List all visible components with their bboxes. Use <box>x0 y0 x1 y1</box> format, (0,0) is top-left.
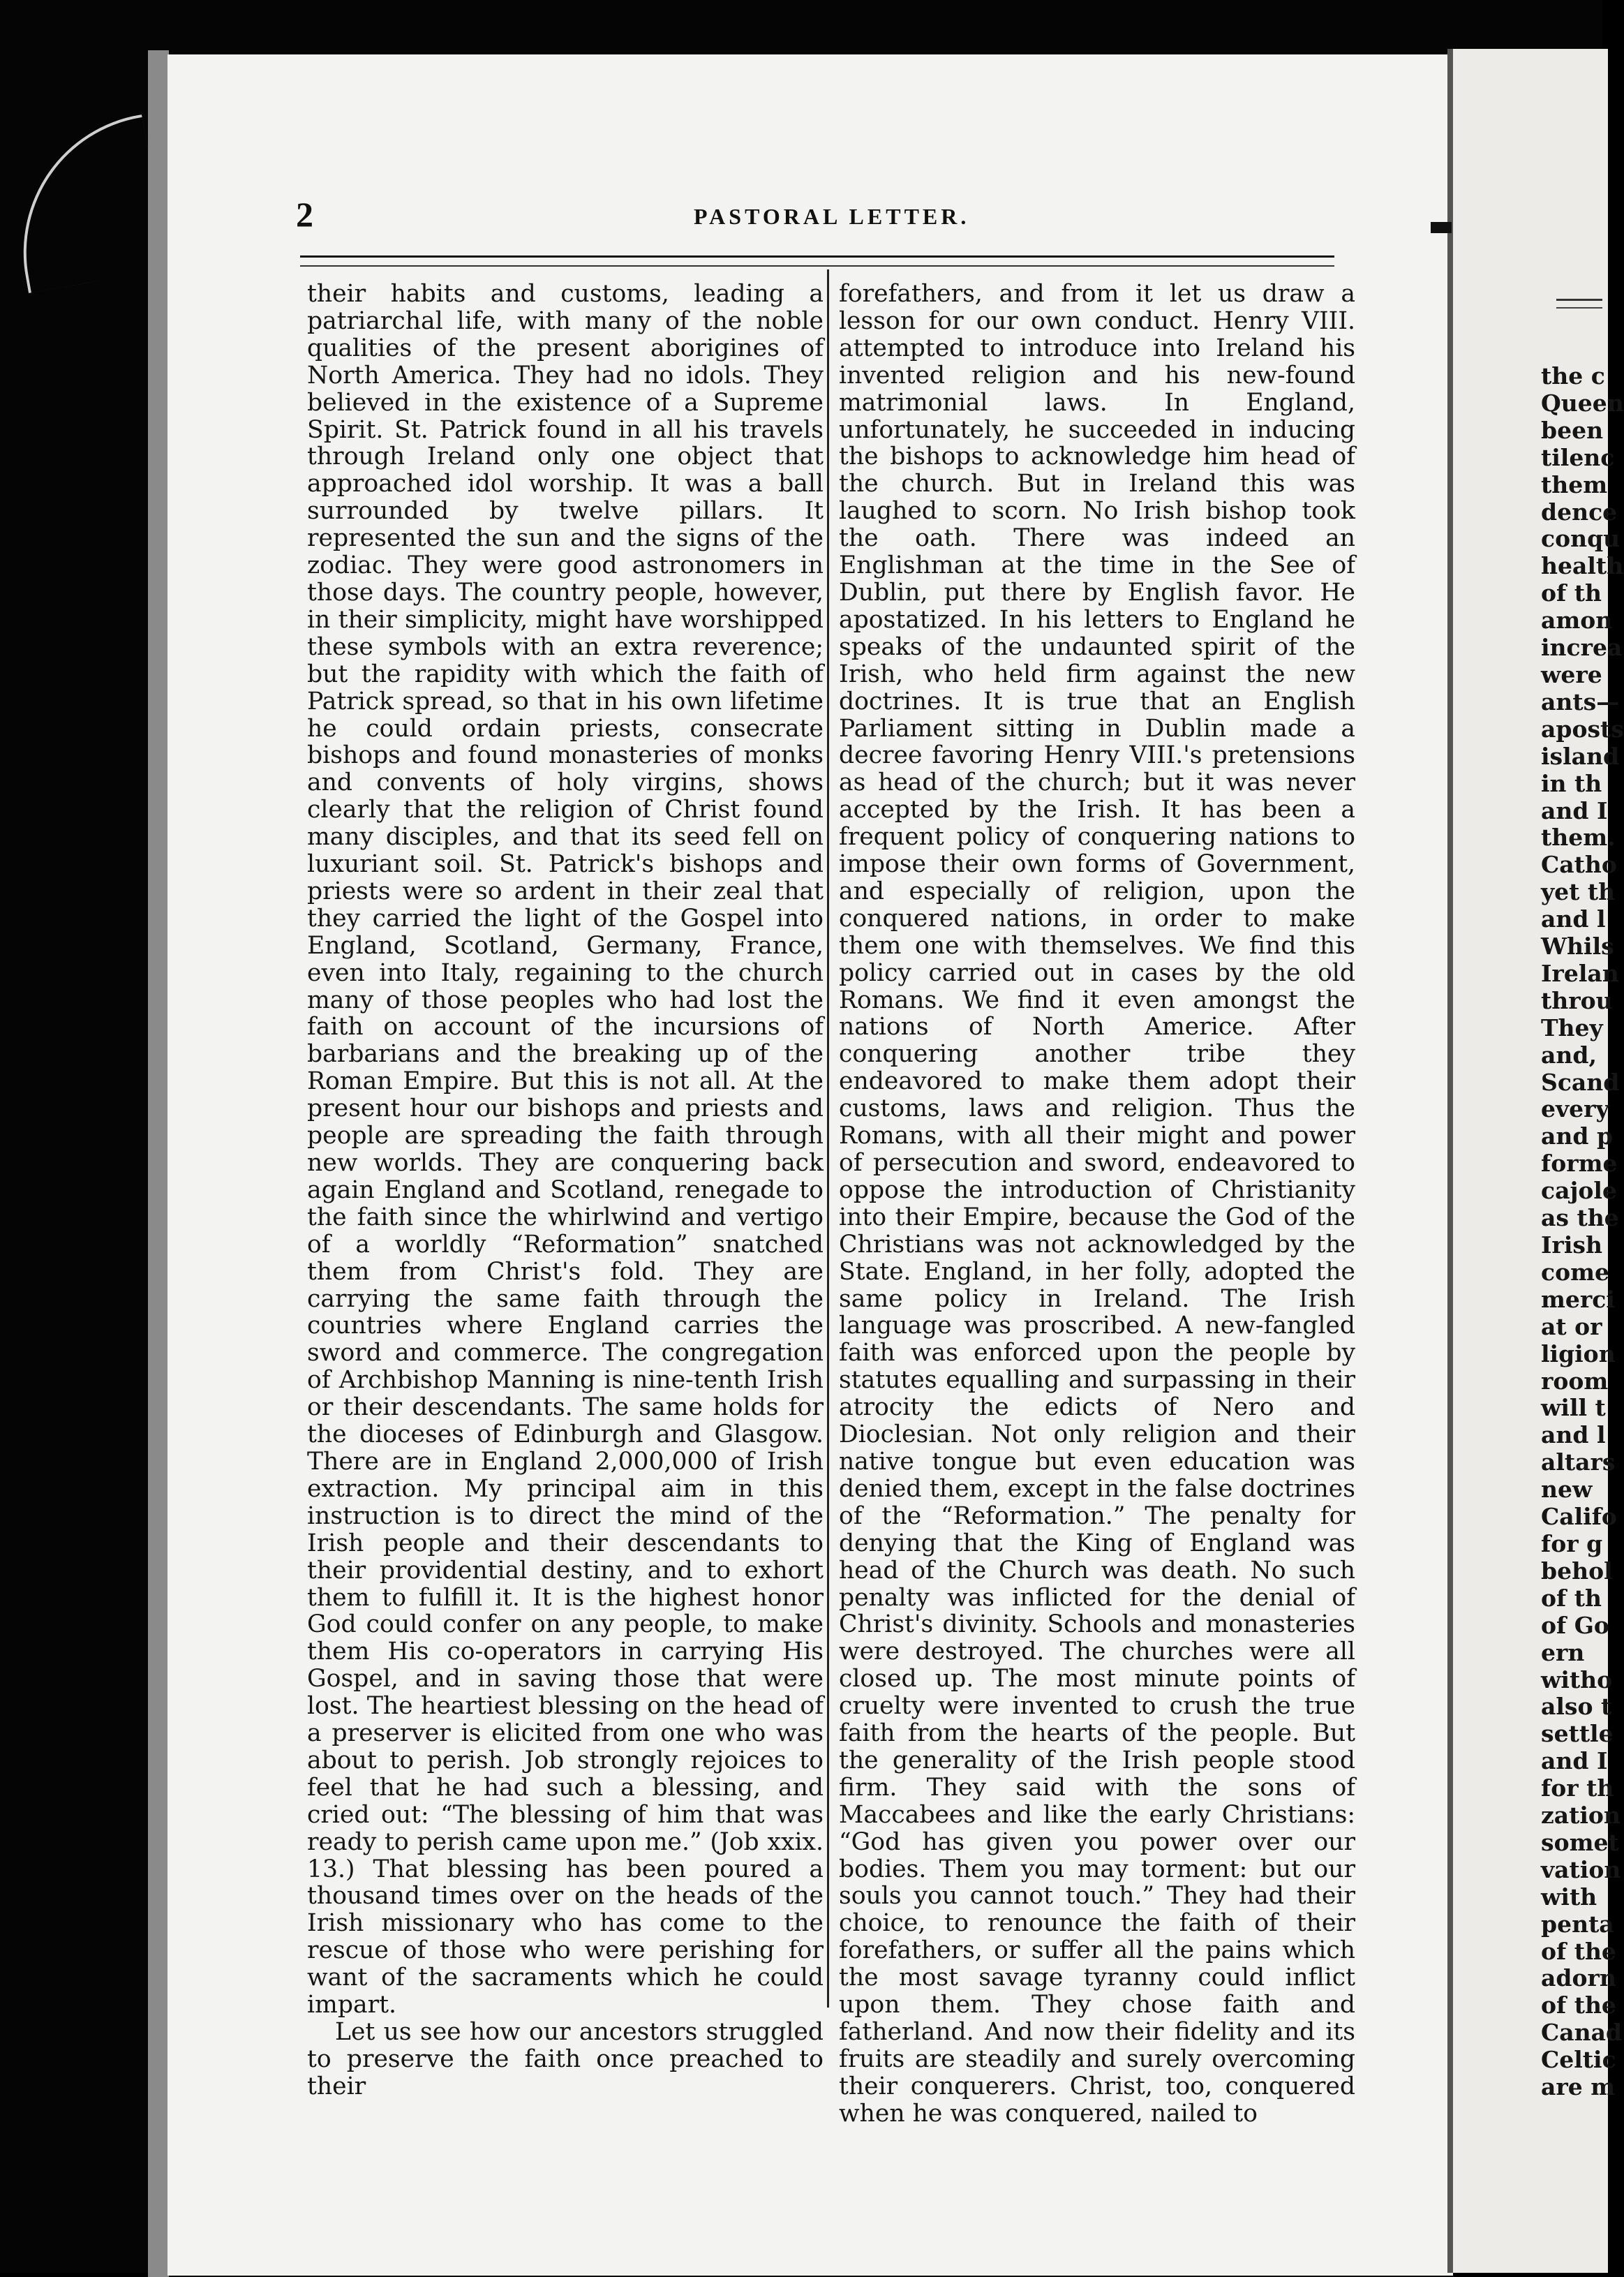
adjacent-page-fragment: and p <box>1541 1122 1614 1150</box>
adjacent-page-fragment: and l <box>1541 1421 1606 1449</box>
adjacent-page-fragment: and I <box>1541 796 1608 824</box>
adjacent-page-text <box>1541 363 1624 2101</box>
adjacent-page-fragment: them. <box>1541 824 1616 852</box>
adjacent-page-fragment: also t <box>1541 1693 1612 1721</box>
adjacent-page-fragment: forme <box>1541 1150 1618 1178</box>
adjacent-page-fragment: merci <box>1541 1285 1615 1313</box>
adjacent-page-fragment: them <box>1541 470 1608 498</box>
header-rule-thin <box>300 265 1334 267</box>
adjacent-page-fragment: health <box>1541 552 1624 580</box>
adjacent-page-fragment: island <box>1541 742 1620 770</box>
adjacent-page-fragment: and, <box>1541 1041 1597 1069</box>
adjacent-page-fragment: every <box>1541 1095 1609 1123</box>
adjacent-page-fragment: somet <box>1541 1828 1619 1856</box>
right-column <box>839 281 1355 2128</box>
adjacent-page-rule <box>1556 299 1602 301</box>
adjacent-page-fragment: and l <box>1541 905 1606 933</box>
adjacent-page-fragment: are m <box>1541 2073 1616 2101</box>
adjacent-page-fragment: ligion <box>1541 1340 1616 1367</box>
adjacent-page-fragment: Califo <box>1541 1503 1617 1531</box>
adjacent-page-fragment: will t <box>1541 1394 1606 1422</box>
adjacent-page-fragment: of Go <box>1541 1611 1609 1639</box>
adjacent-page-fragment: Irelan <box>1541 959 1619 987</box>
adjacent-page-fragment: vation <box>1541 1855 1621 1883</box>
adjacent-page-fragment: amon <box>1541 607 1613 635</box>
running-head: PASTORAL LETTER. <box>694 204 970 229</box>
adjacent-page-fragment: zation <box>1541 1802 1621 1830</box>
adjacent-page-fragment: increa <box>1541 634 1623 662</box>
adjacent-page-fragment: Irish <box>1541 1231 1602 1259</box>
adjacent-page-fragment: cajole <box>1541 1177 1617 1205</box>
adjacent-page-fragment: the c <box>1541 362 1605 390</box>
adjacent-page-fragment: room <box>1541 1367 1609 1395</box>
adjacent-page-fragment: as the <box>1541 1204 1619 1232</box>
page-number: 2 <box>296 195 313 234</box>
spine-mark <box>1431 222 1452 233</box>
adjacent-page-fragment: for g <box>1541 1529 1603 1557</box>
adjacent-page-fragment: of the <box>1541 1992 1616 2019</box>
adjacent-page-fragment: Celtic <box>1541 2046 1616 2074</box>
adjacent-page-fragment: aposts <box>1541 715 1624 743</box>
left-column <box>307 281 824 2100</box>
adjacent-page-fragment: of th <box>1541 1584 1602 1612</box>
adjacent-page-fragment: dence <box>1541 498 1618 526</box>
adjacent-page-fragment: and I <box>1541 1747 1608 1775</box>
adjacent-page-fragment: throu <box>1541 986 1613 1014</box>
adjacent-page-fragment: come <box>1541 1258 1610 1286</box>
adjacent-page-fragment: for th <box>1541 1774 1614 1802</box>
adjacent-page-fragment: settle <box>1541 1720 1614 1748</box>
adjacent-page-fragment: Whils <box>1541 933 1614 961</box>
adjacent-page-fragment: of th <box>1541 579 1602 607</box>
page-edge-shadow <box>148 50 169 2277</box>
header-rule-thick <box>300 255 1334 258</box>
adjacent-page-fragment: of the <box>1541 1937 1616 1965</box>
adjacent-page-fragment: behol <box>1541 1557 1613 1585</box>
adjacent-page-fragment: altars <box>1541 1448 1616 1476</box>
adjacent-page-fragment: ern <box>1541 1638 1585 1666</box>
adjacent-page-fragment: conqu <box>1541 525 1621 553</box>
left-column-paragraph-1: their habits and customs, leading a patriarchal life, with many of the noble qualities of the present aborigines of North America. They had no idols. They believed in the existence of a Supreme Spirit. St. Patrick found in all his travels through Ireland only one object that approached idol worship. It was a ball surrounded by twelve pillars. It represented the sun and the signs of the zodiac. They were good astronomers in those days. The country people, however, in their simplicity, might have worshipped these symbols with an extra reverence; but the rapidity with which the faith of Patrick spread, so that in his own lifetime he could ordain priests, consecrate bishops and found monasteries of monks and convents of holy virgins, shows clearly that the religion of Christ found many disciples, and that its seed fell on luxuriant soil. St. Patrick's bishops and priests were so ardent in their zeal that they carried the light of the Gospel into England, Scotland, Germany, France, even into Italy, regaining to the church many of those peoples who had lost the faith on account of the incursions of barbarians and the breaking up of the Roman Empire. But this is not all. At the present hour our bishops and priests and people are spreading the faith through new worlds. They are conquering back again England and Scotland, renegade to the faith since the whirlwind and vertigo of a worldly “Reformation” snatched them from Christ's fold. They are carrying the same faith through the countries where England carries the sword and commerce. The congregation of Archbishop Manning is nine-tenth Irish or their descendants. The same holds for the dioceses of Edinburgh and Glasgow. There are in England 2,000,000 of Irish extraction. My principal aim in this instruction is to direct the mind of the Irish people and their descendants to their providential destiny, and to exhort them to fulfill it. It is the highest honor God could confer on any people, to make them His co-operators in carrying His Gospel, and in saving those that were lost. The heartiest blessing on the head of a preserver is elicited from one who was about to perish. Job strongly rejoices to feel that he had such a blessing, and cried out: “The blessing of him that was ready to perish came upon me.” (Job xxix. 13.) That blessing has been poured a thousand times over on the heads of the Irish missionary who has come to the rescue of those who were perishing for want of the sacraments which he could impart. <box>307 280 824 2019</box>
adjacent-page-fragment: penta <box>1541 1910 1614 1938</box>
adjacent-page-fragment: Scand <box>1541 1068 1620 1096</box>
adjacent-page-fragment: Catho <box>1541 851 1617 879</box>
adjacent-page-fragment: Canad <box>1541 2019 1623 2047</box>
adjacent-page-fragment: They <box>1541 1014 1603 1041</box>
adjacent-page-fragment: were <box>1541 660 1602 688</box>
column-divider <box>827 269 829 2008</box>
adjacent-page-fragment: witho <box>1541 1666 1613 1693</box>
adjacent-page-fragment: in th <box>1541 769 1602 797</box>
adjacent-page-fragment: been <box>1541 416 1604 444</box>
adjacent-page-fragment: new <box>1541 1476 1593 1504</box>
adjacent-page-rule-thin <box>1556 307 1602 309</box>
right-column-paragraph-1: forefathers, and from it let us draw a lesson for our own conduct. Henry VIII. attempted to introduce into Ireland his invented religion and his new-found matrimonial laws. In England, unfortunately, he succeeded in inducing the bishops to acknowledge him head of the church. But in Ireland this was laughed to scorn. No Irish bishop took the oath. There was indeed an Englishman at the time in the See of Dublin, put there by English favor. He apostatized. In his letters to England he speaks of the undaunted spirit of the Irish, who held firm against the new doctrines. It is true that an English Parliament sitting in Dublin made a decree favoring Henry VIII.'s pretensions as head of the church; but it was never accepted by the Irish. It has been a frequent policy of conquering nations to impose their own forms of Government, and especially of religion, upon the conquered nations, in order to make them one with themselves. We find this policy carried out in cases by the old Romans. We find it even amongst the nations of North Americe. After conquering another tribe they endeavored to make them adopt their customs, laws and religion. Thus the Romans, with all their might and power of persecution and sword, endeavored to oppose the introduction of Christianity into their Empire, because the God of the Christians was not acknowledged by the State. England, in her folly, adopted the same policy in Ireland. The Irish language was proscribed. A new-fangled faith was enforced upon the people by statutes equalling and surpassing in their atrocity the edicts of Nero and Dioclesian. Not only religion and their native tongue but even education was denied them, except in the false doctrines of the “Reformation.” The penalty for denying that the King of England was head of the Church was death. No such penalty was inflicted for the denial of Christ's divinity. Schools and monasteries were destroyed. The churches were all closed up. The most minute points of cruelty were invented to crush the true faith from the hearts of the people. But the generality of the Irish people stood firm. They said with the sons of Maccabees and like the early Christians: “God has given you power over our bodies. Them you may torment: but our souls you cannot touch.” They had their choice, to renounce the faith of their forefathers, or suffer all the pains which the most savage tyranny could inflict upon them. They chose faith and fatherland. And now their fidelity and its fruits are steadily and surely overcoming their conquerers. Christ, too, conquered when he was conquered, nailed to <box>839 280 1355 2128</box>
adjacent-page-fragment: adorn <box>1541 1964 1616 1992</box>
adjacent-page-fragment: yet th <box>1541 878 1616 906</box>
adjacent-page-fragment: at or <box>1541 1312 1602 1340</box>
adjacent-page-fragment: tilenc <box>1541 443 1615 471</box>
adjacent-page-fragment: Queen <box>1541 389 1624 417</box>
adjacent-page-fragment: with <box>1541 1883 1597 1911</box>
left-column-paragraph-2: Let us see how our ancestors struggled to preserve the faith once preached to their <box>307 2018 824 2100</box>
adjacent-page-fragment: ants— <box>1541 688 1620 715</box>
